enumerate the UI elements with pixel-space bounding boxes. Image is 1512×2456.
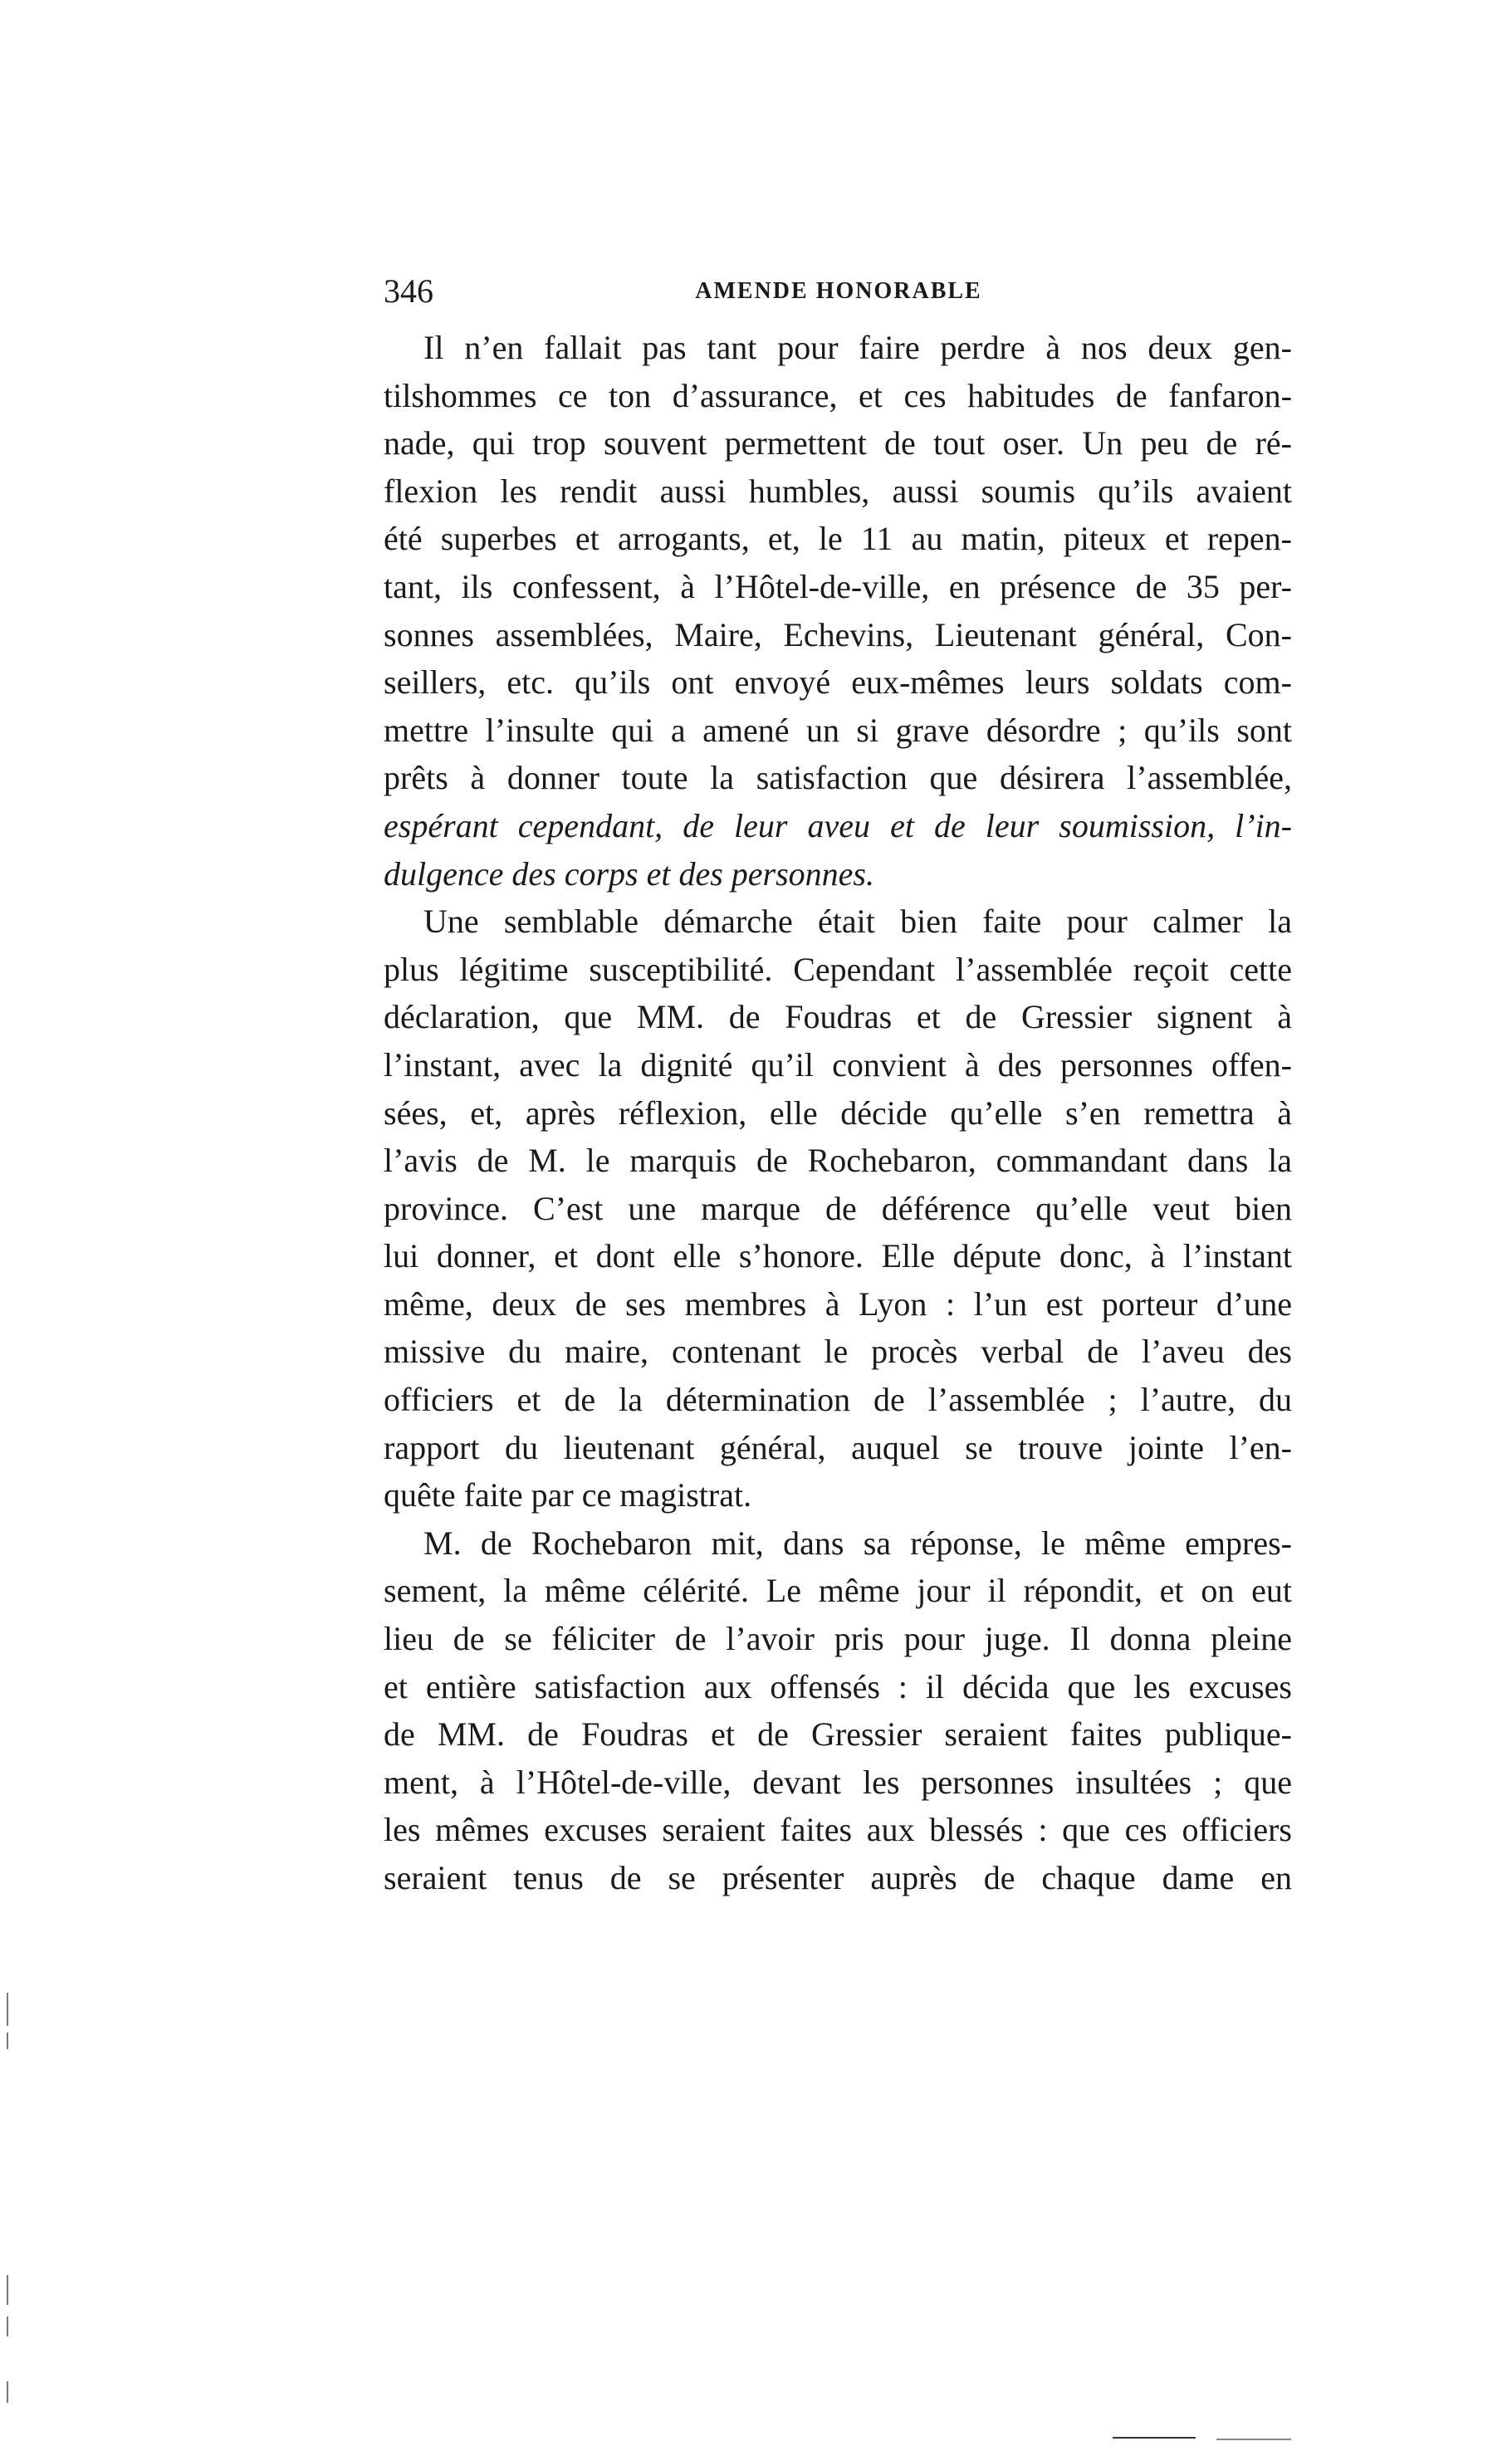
text-line: prêts à donner toute la satisfaction que désirera l’assemblée,: [384, 759, 1292, 797]
text-line-italic: espérant cependant, de leur aveu et de leur soumission, l’in-: [384, 806, 1292, 844]
text-line: seillers, etc. qu’ils ont envoyé eux-mêmes leurs soldats com-: [384, 663, 1292, 702]
text-line: tilshommes ce ton d’assurance, et ces habitudes de fanfaron-: [384, 376, 1292, 414]
scan-mark: [7, 2381, 8, 2403]
scan-mark: [7, 2317, 8, 2336]
page-number: 346: [384, 272, 433, 310]
text-line: M. de Rochebaron mit, dans sa réponse, le même empres-: [423, 1524, 1292, 1562]
scan-mark: [7, 2033, 8, 2049]
text-line: les mêmes excuses seraient faites aux blessés : que ces officiers: [384, 1811, 1292, 1849]
text-line: déclaration, que MM. de Foudras et de Gressier signent à: [384, 998, 1292, 1036]
text-line: même, deux de ses membres à Lyon : l’un est porteur d’une: [384, 1284, 1292, 1323]
text-line: missive du maire, contenant le procès verbal de l’aveu des: [384, 1333, 1292, 1371]
text-line: nade, qui trop souvent permettent de tout oser. Un peu de ré-: [384, 424, 1292, 462]
text-line: et entière satisfaction aux offensés : il décida que les excuses: [384, 1667, 1292, 1705]
footer-rule: [1216, 2439, 1291, 2440]
text-line: l’avis de M. le marquis de Rochebaron, commandant dans la: [384, 1142, 1292, 1180]
text-line: flexion les rendit aussi humbles, aussi soumis qu’ils avaient: [384, 472, 1292, 510]
text-line: lieu de se féliciter de l’avoir pris pour juge. Il donna pleine: [384, 1620, 1292, 1658]
text-line: sement, la même célérité. Le même jour il répondit, et on eut: [384, 1572, 1292, 1610]
text-line: tant, ils confessent, à l’Hôtel-de-ville, en présence de 35 per-: [384, 567, 1292, 605]
scan-mark: [7, 2275, 8, 2305]
scan-mark: [7, 1993, 8, 2026]
text-line: lui donner, et dont elle s’honore. Elle députe donc, à l’instant: [384, 1237, 1292, 1275]
page-header: [384, 271, 1294, 312]
text-line: ment, à l’Hôtel-de-ville, devant les personnes insultées ; que: [384, 1763, 1292, 1801]
text-line: quête faite par ce magistrat.: [384, 1476, 752, 1514]
text-line: seraient tenus de se présenter auprès de chaque dame en: [384, 1859, 1292, 1896]
text-line: de MM. de Foudras et de Gressier seraient faites publique-: [384, 1715, 1292, 1754]
text-line: mettre l’insulte qui a amené un si grave désordre ; qu’ils sont: [384, 711, 1292, 749]
text-line-italic: dulgence des corps et des personnes.: [384, 854, 874, 893]
text-line: Il n’en fallait pas tant pour faire perdre à nos deux gen-: [423, 329, 1292, 366]
text-line: été superbes et arrogants, et, le 11 au matin, piteux et repen-: [384, 520, 1292, 558]
text-line: rapport du lieutenant général, auquel se trouve jointe l’en-: [384, 1428, 1292, 1466]
text-line: plus légitime susceptibilité. Cependant l’assemblée reçoit cette: [384, 950, 1292, 988]
text-line: sonnes assemblées, Maire, Echevins, Lieutenant général, Con-: [384, 615, 1292, 653]
running-title: AMENDE HONORABLE: [695, 278, 982, 304]
body-text: [384, 324, 1292, 1902]
text-line: province. C’est une marque de déférence qu’elle veut bien: [384, 1189, 1292, 1227]
text-line: Une semblable démarche était bien faite pour calmer la: [423, 903, 1292, 941]
text-line: sées, et, après réflexion, elle décide qu’elle s’en remettra à: [384, 1093, 1292, 1132]
footer-rule: [1113, 2437, 1196, 2439]
text-line: l’instant, avec la dignité qu’il convient à des personnes offen-: [384, 1045, 1292, 1084]
text-line: officiers et de la détermination de l’assemblée ; l’autre, du: [384, 1381, 1292, 1419]
